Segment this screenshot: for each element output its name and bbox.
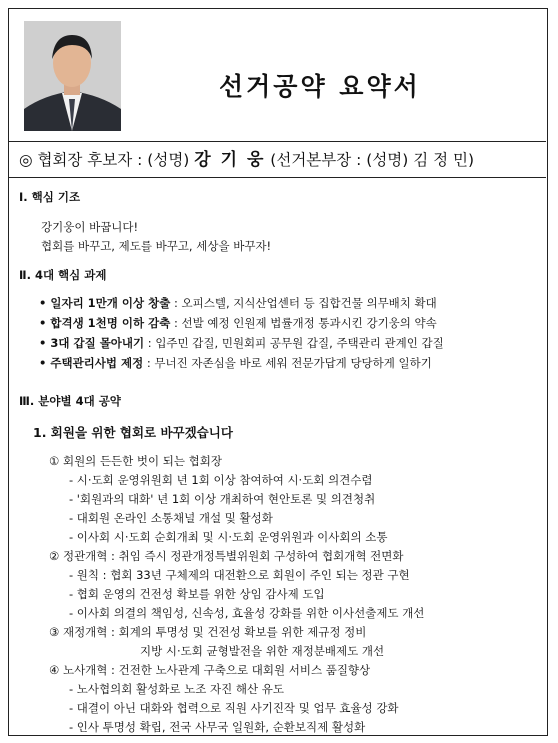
pledge-line: ③ 재정개혁 : 회계의 투명성 및 건전성 확보를 위한 제규정 정비 [49,625,367,639]
pledge-line: - '회원과의 대화' 년 1회 이상 개최하여 현안토론 및 의견청취 [69,492,376,506]
candidate-photo [24,21,121,131]
pledge-line: - 협회 운영의 건전성 확보를 위한 상임 감사제 도입 [69,587,325,601]
pledge-line: - 원칙 : 협회 33년 구체제의 대전환으로 회원이 주인 되는 정관 구현 [69,568,410,582]
pledge-line: ② 정관개혁 : 취임 즉시 정관개정특별위원회 구성하여 협회개혁 전면화 [49,549,404,563]
task-item: • 3대 갑질 몰아내기 : 입주민 갑질, 민원회피 공무원 갑질, 주택관리 관계인 갑질 [39,336,444,350]
core-line-1: 강기웅이 바꿉니다! [41,220,139,234]
pledge-line: - 인사 투명성 확립, 전국 사무국 일원화, 순환보직제 활성화 [69,720,366,734]
task-item: • 주택관리사법 제정 : 무너진 자존심을 바로 세워 전문가답게 당당하게 일하기 [39,356,432,370]
document-title: 선거공약 요약서 [219,72,421,101]
candidate-suffix: (선거본부장 : (성명) 김 정 민) [265,151,475,169]
pledge-line: ④ 노사개혁 : 건전한 노사관계 구축으로 대회원 서비스 품질향상 [49,663,371,677]
candidate-line [9,142,546,178]
pledge-line: - 이사회 시·도회 순회개최 및 시·도회 운영위원과 이사회의 소통 [69,530,388,544]
pledge-line: 지방 시·도회 균형발전을 위한 재정분배제도 개선 [140,644,385,658]
task-item: • 합격생 1천명 이하 감축 : 선발 예정 인원제 법률개정 통과시킨 강기웅의 약속 [39,316,437,330]
document-frame [8,8,548,736]
candidate-prefix: ◎ 협회장 후보자 : (성명) [19,151,195,169]
pledge-line: - 시·도회 운영위원회 년 1회 이상 참여하여 시·도회 의견수렴 [69,473,373,487]
header [9,9,546,142]
section-2-heading: Ⅱ. 4대 핵심 과제 [19,268,107,282]
pledge-line: - 대결이 아닌 대화와 협력으로 직원 사기진작 및 업무 효율성 강화 [69,701,399,715]
section-3-heading: Ⅲ. 분야별 4대 공약 [19,394,121,408]
core-line-2: 협회를 바꾸고, 제도를 바꾸고, 세상을 바꾸자! [41,239,272,253]
task-item: • 일자리 1만개 이상 창출 : 오피스텔, 지식산업센터 등 집합건물 의무배치 확대 [39,296,437,310]
portrait-image [24,21,121,131]
candidate-name: 강 기 웅 [194,150,266,170]
section-3-subheading: 1. 회원을 위한 협회로 바꾸겠습니다 [33,425,233,440]
pledge-line: - 노사협의회 활성화로 노조 자진 해산 유도 [69,682,284,696]
section-1-heading: Ⅰ. 핵심 기조 [19,190,81,204]
pledge-line: - 이사회 의결의 책임성, 신속성, 효율성 강화를 위한 이사선출제도 개선 [69,606,425,620]
pledge-line: - 대회원 온라인 소통채널 개설 및 활성화 [69,511,273,525]
pledge-line: ① 회원의 든든한 벗이 되는 협회장 [49,454,223,468]
